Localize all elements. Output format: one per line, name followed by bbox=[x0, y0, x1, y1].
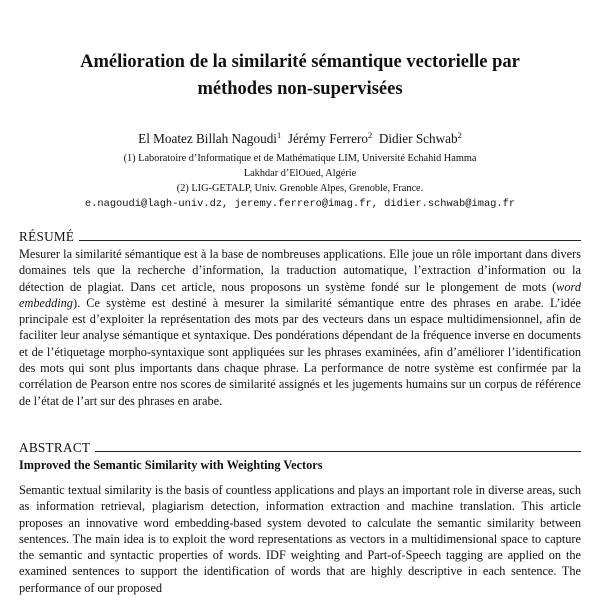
author-emails: e.nagoudi@lagh-univ.dz, jeremy.ferrero@imag.fr, didier.schwab@imag.fr bbox=[84, 198, 516, 210]
abstract-text: Semantic textual similarity is the basis of countless applications and plays an important role in diverse areas, such as information retrieval, plagiarism detection, information extraction and machine translation. This article proposes an innovative word embedding-based system devoted to calculate the semantic similarity between sentences. The main idea is to exploit the word representations as vectors in a multidimensional space to capture the semantic and syntactic properties of words. IDF weighting and Part-of-Speech tagging are applied on the examined sentences to support the identification of words that are highly descriptive in each sentence. The performance of our proposed bbox=[19, 483, 581, 595]
affiliation-1 bbox=[40, 151, 560, 181]
resume-text-italic: word embedding bbox=[19, 279, 581, 310]
resume-heading-rule bbox=[79, 240, 581, 241]
resume-text bbox=[19, 246, 581, 409]
resume-text-part-1: Mesurer la similarité sémantique est à la base de nombreuses applications. Elle joue un rôle important dans divers domaines tels que la recherche d’information, la traduction automatique, l’extraction d’information ou la détection de plagiat. Dans cet article, nous proposons un système fondé sur le plongement de mots ( bbox=[19, 247, 581, 294]
author-name: Jérémy Ferrero bbox=[287, 131, 368, 146]
affiliation-1-line-1: (1) Laboratoire d’Informatique et de Mathématique LIM, Université Echahid Hamma bbox=[123, 153, 477, 164]
author-name: El Moatez Billah Nagoudi bbox=[138, 131, 277, 146]
resume-heading-label: RÉSUMÉ bbox=[19, 229, 75, 244]
abstract-heading-label: ABSTRACT bbox=[19, 440, 91, 455]
author-affiliation-mark: 1 bbox=[276, 130, 282, 140]
affiliation-2: (2) LIG-GETALP, Univ. Grenoble Alpes, Grenoble, France. bbox=[176, 183, 424, 194]
resume-heading bbox=[19, 226, 581, 244]
title-line-2: méthodes non-supervisées bbox=[197, 79, 403, 99]
abstract-title: Improved the Semantic Similarity with Weighting Vectors bbox=[19, 458, 323, 472]
abstract-heading-rule bbox=[95, 451, 581, 452]
affiliation-1-line-2: Lakhdar d’ElOued, Algérie bbox=[243, 168, 357, 179]
author-affiliation-mark: 2 bbox=[368, 130, 373, 140]
paper-title bbox=[30, 49, 570, 103]
title-line-1: Amélioration de la similarité sémantique vectorielle par bbox=[80, 52, 520, 72]
author-affiliation-mark: 2 bbox=[457, 130, 462, 140]
resume-text-part-2: ). Ce système est destiné à mesurer la similarité sémantique entre des phrases en arabe. L’idée principale est d’exploiter la représentation des mots par des vecteurs dans un espace multidimensionnel, afin de faciliter leur analyse sémantique et syntaxique. Des pondérations dépendant de la fréquence inverse en documents et de l’étiquetage morpho-syntaxique sont appliquées sur les phrases examinées, afin d’améliorer l’identification des mots qui sont plus importants dans chaque phrase. La performance de notre système est confirmée par la corrélation de Pearson entre nos scores de similarité assignés et les jugements humains sur un corpus de référence de l’état de l’art sur des phrases en arabe. bbox=[19, 295, 581, 408]
author-name: Didier Schwab bbox=[378, 131, 458, 146]
author-list bbox=[20, 131, 580, 147]
abstract-heading bbox=[19, 437, 581, 455]
